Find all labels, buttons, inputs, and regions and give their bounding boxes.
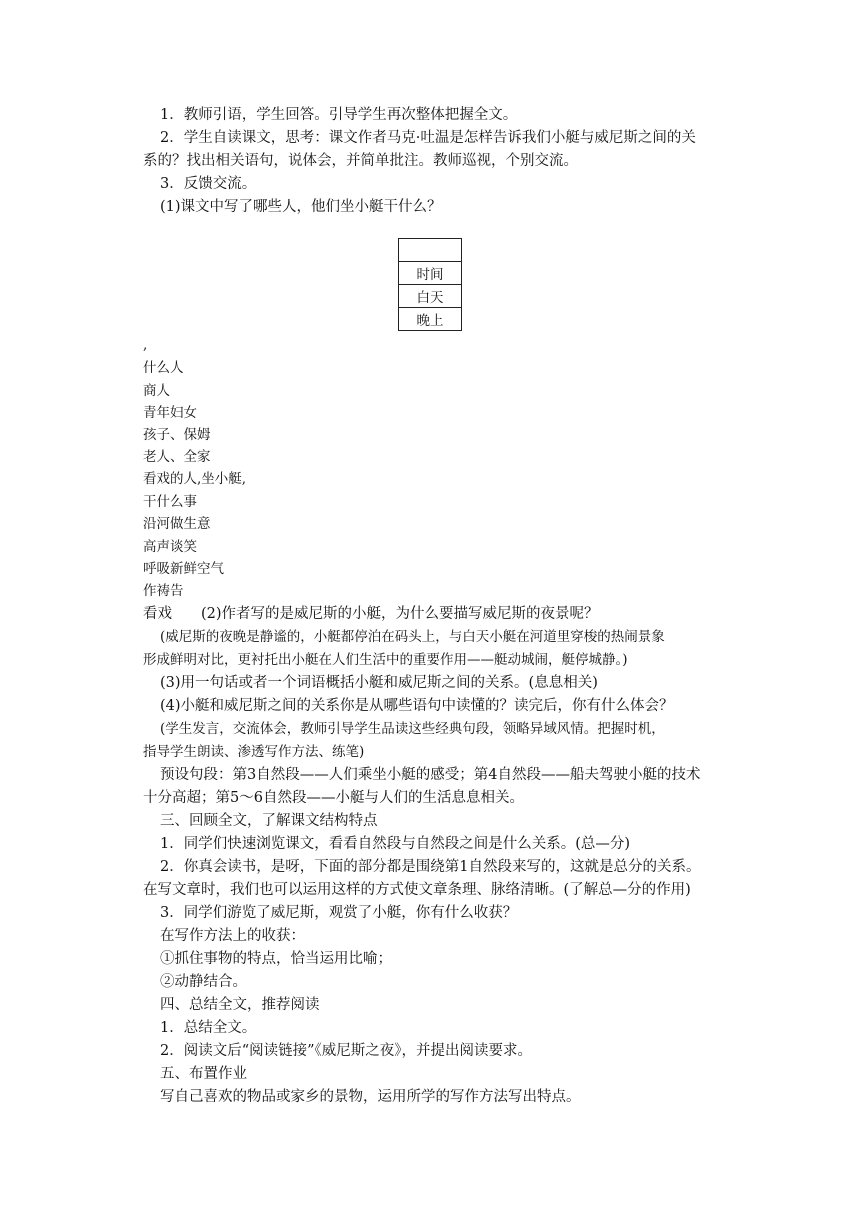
paragraph: 2．你真会读书，是呀，下面的部分都是围绕第1自然段来写的，这就是总分的关系。 [160, 859, 701, 875]
list-item: 呼吸新鲜空气 [143, 561, 224, 577]
paragraph: ①抓住事物的特点，恰当运用比喻； [160, 951, 392, 967]
list-item: , [143, 337, 148, 353]
paragraph: 在写作方法上的收获： [160, 928, 305, 944]
time-table [398, 238, 462, 331]
paragraph: 3．同学们游览了威尼斯，观赏了小艇，你有什么收获？ [160, 905, 518, 921]
paragraph: 形成鲜明对比，更衬托出小艇在人们生活中的重要作用——艇动城闹，艇停城静。) [143, 652, 628, 668]
paragraph: 2．学生自读课文，思考：课文作者马克·吐温是怎样告诉我们小艇与威尼斯之间的关 [160, 130, 696, 146]
paragraph: ②动静结合。 [160, 974, 247, 990]
list-item: 孩子、保姆 [143, 427, 211, 443]
list-item: 高声谈笑 [143, 539, 197, 555]
list-item: 沿河做生意 [143, 516, 211, 532]
paragraph: 指导学生朗读、渗透写作方法、练笔) [143, 744, 365, 760]
paragraph: 1．同学们快速浏览课文，看看自然段与自然段之间是什么关系。(总—分) [160, 836, 631, 852]
paragraph: 预设句段：第3自然段——人们乘坐小艇的感受；第4自然段——船夫驾驶小艇的技术 [160, 767, 701, 783]
list-item: 作祷告 [143, 583, 184, 599]
paragraph: (3)用一句话或者一个词语概括小艇和威尼斯之间的关系。(息息相关) [160, 675, 598, 691]
section-heading: 三、回顾全文，了解课文结构特点 [160, 813, 378, 829]
list-item: 商人 [143, 383, 170, 399]
table-cell: 晚上 [399, 308, 462, 331]
paragraph: 看戏 (2)作者写的是威尼斯的小艇，为什么要描写威尼斯的夜景呢？ [143, 606, 599, 622]
table-cell: 时间 [399, 262, 462, 285]
list-item: 看戏的人,坐小艇, [143, 471, 247, 487]
paragraph: 写自己喜欢的物品或家乡的景物，运用所学的写作方法写出特点。 [160, 1089, 581, 1105]
list-item: 干什么事 [143, 494, 197, 510]
table-cell: 白天 [399, 285, 462, 308]
paragraph: (1)课文中写了哪些人，他们坐小艇干什么？ [160, 199, 442, 215]
paragraph: (学生发言，交流体会，教师引导学生品读这些经典句段，领略异域风情。把握时机， [160, 721, 665, 737]
table-header-cell [399, 239, 462, 262]
paragraph: 1．总结全文。 [160, 1020, 257, 1036]
paragraph: 十分高超；第5～6自然段——小艇与人们的生活息息相关。 [143, 790, 524, 806]
paragraph: 在写文章时，我们也可以运用这样的方式使文章条理、脉络清晰。(了解总—分的作用) [143, 882, 691, 898]
paragraph: (威尼斯的夜晚是静谧的，小艇都停泊在码头上，与白天小艇在河道里穿梭的热闹景象 [160, 629, 665, 645]
list-item: 老人、全家 [143, 449, 211, 465]
list-item: 什么人 [143, 360, 184, 376]
paragraph: 系的？找出相关语句，说体会，并简单批注。教师巡视，个别交流。 [143, 153, 578, 169]
paragraph: (4)小艇和威尼斯之间的关系你是从哪些语句中读懂的？读完后，你有什么体会？ [160, 698, 674, 714]
paragraph: 3．反馈交流。 [160, 176, 257, 192]
section-heading: 五、布置作业 [160, 1066, 247, 1082]
paragraph: 1．教师引语，学生回答。引导学生再次整体把握全文。 [160, 107, 518, 123]
list-item: 青年妇女 [143, 405, 197, 421]
paragraph: 2．阅读文后“阅读链接”《威尼斯之夜》，并提出阅读要求。 [160, 1043, 533, 1059]
section-heading: 四、总结全文，推荐阅读 [160, 997, 320, 1013]
